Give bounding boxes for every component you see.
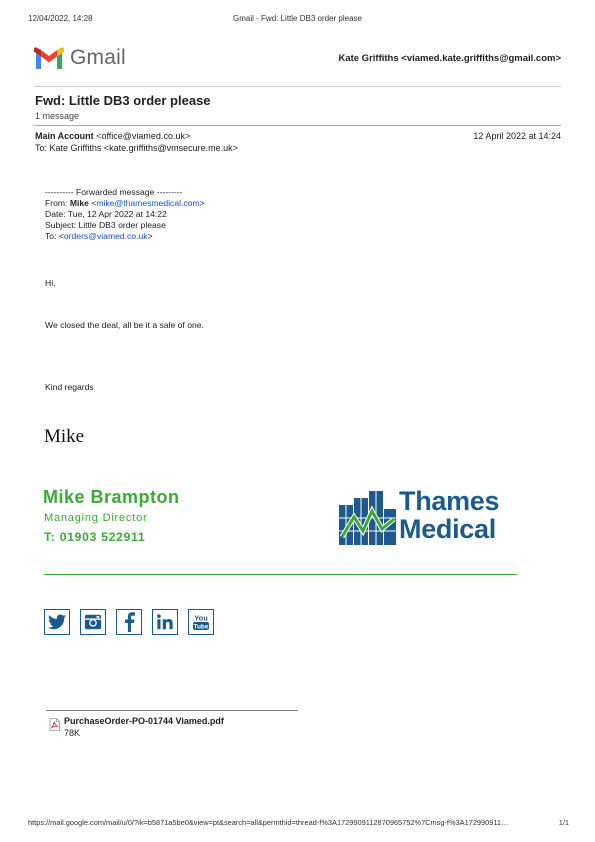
sender-line: [35, 131, 190, 141]
message-date: 12 April 2022 at 14:24: [473, 131, 561, 141]
forward-to-label: To:: [45, 231, 57, 241]
thames-medical-word-2: Medical: [399, 514, 496, 544]
facebook-icon: [122, 612, 136, 632]
forward-from-label: From:: [45, 198, 68, 208]
instagram-icon: [84, 613, 102, 631]
linkedin-link[interactable]: [152, 609, 178, 635]
youtube-link[interactable]: [188, 609, 214, 635]
attachment-divider: [46, 710, 298, 711]
thames-medical-logo-icon: [339, 491, 396, 545]
forwarded-header: [45, 187, 205, 242]
body-line: We closed the deal, all be it a sale of one.: [45, 320, 204, 330]
signature-divider: [44, 574, 517, 575]
thread-subject: Fwd: Little DB3 order please: [35, 93, 211, 108]
facebook-link[interactable]: [116, 609, 142, 635]
print-header: [28, 14, 567, 26]
attachment-filename[interactable]: PurchaseOrder-PO-01744 Viamed.pdf: [64, 716, 224, 726]
subject-divider: [34, 125, 561, 126]
sender-email: <office@viamed.co.uk>: [96, 131, 191, 141]
forward-date: Date: Tue, 12 Apr 2022 at 14:22: [45, 209, 167, 219]
sender-name: Main Account: [35, 131, 94, 141]
gmail-wordmark: Gmail: [70, 46, 126, 69]
recipient-line: To: Kate Griffiths <kate.griffiths@vmsecure.me.uk>: [35, 143, 238, 153]
gmail-logo: [34, 45, 126, 71]
forward-from: From: Mike <mike@thamesmedical.com>: [45, 198, 205, 208]
pdf-file-icon: [49, 718, 60, 731]
thames-medical-word-1: Thames: [399, 486, 500, 516]
youtube-icon: [191, 612, 211, 632]
forward-to: To: <orders@viamed.co.uk>: [45, 231, 153, 241]
signature-script-name: Mike: [44, 426, 85, 447]
youtube-label-bottom: Tube: [193, 623, 209, 631]
print-title: Gmail - Fwd: Little DB3 order please: [233, 14, 362, 23]
forward-subject: Subject: Little DB3 order please: [45, 220, 166, 230]
youtube-label-top: You: [194, 613, 208, 623]
greeting: Hi,: [45, 278, 56, 288]
header-divider: [34, 86, 561, 87]
forward-divider: ---------- Forwarded message ---------: [45, 187, 183, 197]
message-count: 1 message: [35, 111, 80, 121]
print-datetime: 12/04/2022, 14:28: [28, 14, 93, 23]
attachment-size: 78K: [64, 728, 81, 738]
footer-url: https://mail.google.com/mail/u/0/?ik=b5871a5be0&view=pt&search=all&permthid=thread-f%3A1729909112870965752%7Cmsg-f%3A172990911…: [28, 818, 509, 827]
forward-from-name: Mike: [69, 198, 89, 208]
gmail-m-icon: [34, 47, 64, 70]
twitter-link[interactable]: [44, 609, 70, 635]
instagram-link[interactable]: [80, 609, 106, 635]
account-email: Kate Griffiths <viamed.kate.griffiths@gmail.com>: [338, 53, 561, 64]
forward-to-email-link[interactable]: orders@viamed.co.uk: [63, 231, 148, 241]
linkedin-icon: [156, 613, 174, 631]
signature-phone: T: 01903 522911: [44, 530, 146, 544]
footer-page-number: 1/1: [558, 818, 569, 827]
forward-from-email-link[interactable]: mike@thamesmedical.com: [96, 198, 200, 208]
closing: Kind regards: [45, 382, 94, 392]
thames-medical-logo: [339, 486, 519, 547]
twitter-icon: [48, 614, 66, 630]
signature-role: Managing Director: [44, 512, 148, 524]
signature-full-name: Mike Brampton: [43, 487, 180, 507]
social-links: [44, 609, 214, 635]
